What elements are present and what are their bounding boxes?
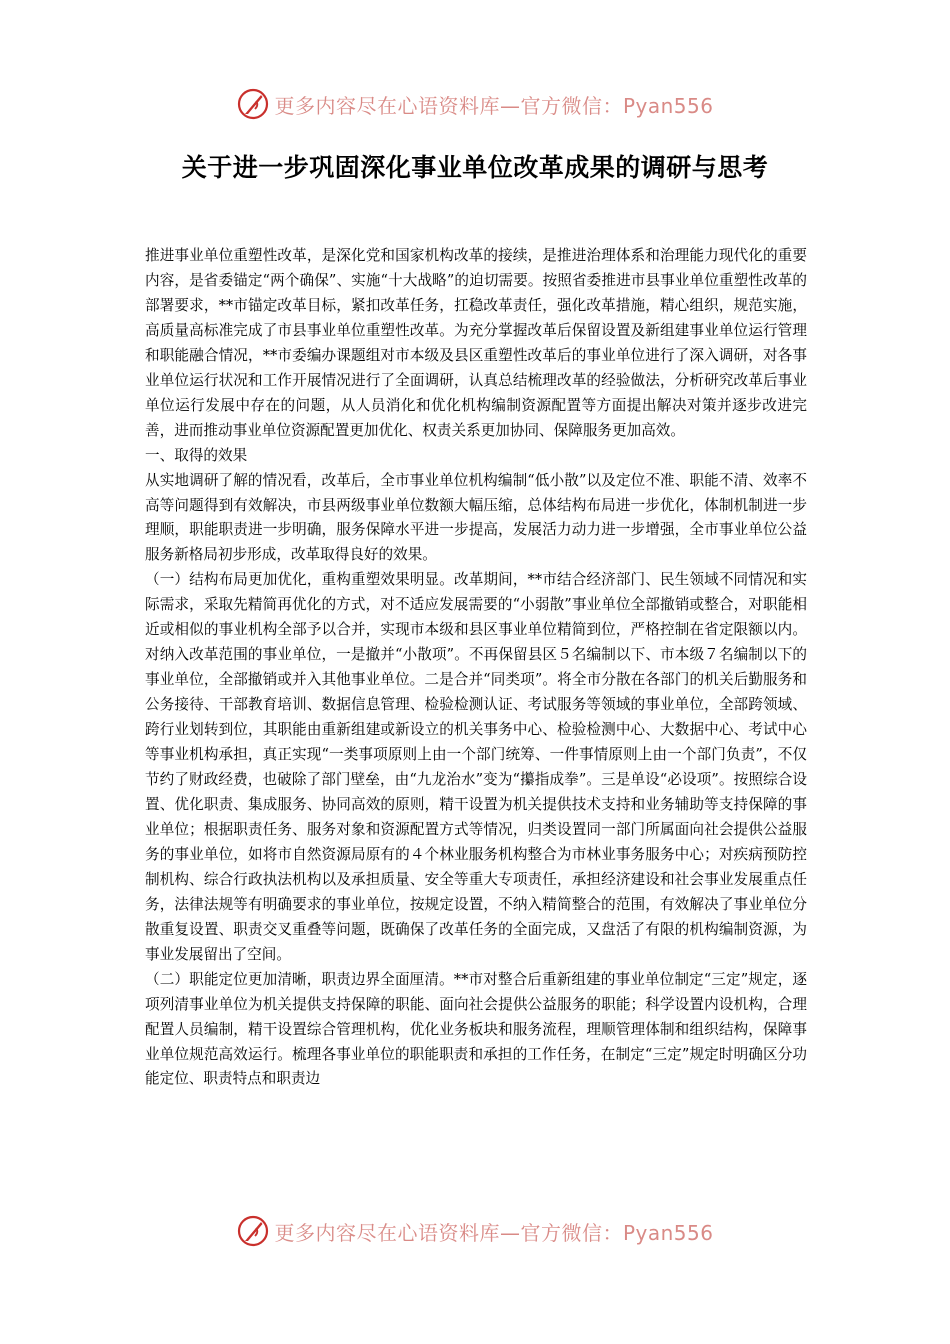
- quill-logo-icon: [236, 1214, 270, 1248]
- quill-logo-icon: [236, 87, 270, 121]
- document-body: [145, 244, 807, 1092]
- paragraph-results: 从实地调研了解的情况看，改革后，全市事业单位机构编制“低小散”以及定位不准、职能不清、效率不高等问题得到有效解决，市县两级事业单位数额大幅压缩，总体结构布局进一步优化，体制机制进一步理顺，职能职责进一步明确，服务保障水平进一步提高，发展活力动力进一步增强，全市事业单位公益服务新格局初步形成，改革取得良好的效果。: [145, 471, 807, 564]
- watermark-text: 更多内容尽在心语资料库—官方微信：Pyan556: [274, 93, 714, 118]
- watermark-top: [0, 84, 950, 124]
- watermark-text: 更多内容尽在心语资料库—官方微信：Pyan556: [274, 1220, 714, 1245]
- watermark-bottom: [0, 1211, 950, 1251]
- document-title: 关于进一步巩固深化事业单位改革成果的调研与思考: [181, 153, 769, 182]
- paragraph-intro: 推进事业单位重塑性改革，是深化党和国家机构改革的接续，是推进治理体系和治理能力现代化的重要内容，是省委锚定“两个确保”、实施“十大战略”的迫切需要。按照省委推进市县事业单位重塑性改革的部署要求，**市锚定改革目标，紧扣改革任务，扛稳改革责任，强化改革措施，精心组织，规范实施，高质量高标准完成了市县事业单位重塑性改革。为充分掌握改革后保留设置及新组建事业单位运行管理和职能融合情况，**市委编办课题组对市本级及县区重塑性改革后的事业单位进行了深入调研，对各事业单位运行状况和工作开展情况进行了全面调研，认真总结梳理改革的经验做法，分析研究改革后事业单位运行发展中存在的问题，从人员消化和优化机构编制资源配置等方面提出解决对策并逐步改进完善，进而推动事业单位资源配置更加优化、权责关系更加协同、保障服务更加高效。: [145, 247, 807, 439]
- paragraph-functions: （二）职能定位更加清晰，职责边界全面厘清。**市对整合后重新组建的事业单位制定“三定”规定，逐项列清事业单位为机关提供支持保障的职能、面向社会提供公益服务的职能；科学设置内设机构，合理配置人员编制，精干设置综合管理机构，优化业务板块和服务流程，理顺管理体制和组织结构，保障事业单位规范高效运行。梳理各事业单位的职能职责和承担的工作任务，在制定“三定”规定时明确区分功能定位、职责特点和职责边: [145, 970, 807, 1088]
- paragraph-structure: （一）结构布局更加优化，重构重塑效果明显。改革期间，**市结合经济部门、民生领域不同情况和实际需求，采取先精简再优化的方式，对不适应发展需要的“小弱散”事业单位全部撤销或整合，对职能相近或相似的事业机构全部予以合并，实现市本级和县区事业单位精简到位，严格控制在省定限额以内。对纳入改革范围的事业单位，一是撤并“小散项”。不再保留县区５名编制以下、市本级７名编制以下的事业单位，全部撤销或并入其他事业单位。二是合并“同类项”。将全市分散在各部门的机关后勤服务和公务接待、干部教育培训、数据信息管理、检验检测认证、考试服务等领域的事业单位，全部跨领域、跨行业划转到位，其职能由重新组建或新设立的机关事务中心、检验检测中心、大数据中心、考试中心等事业机构承担，真正实现“一类事项原则上由一个部门统筹、一件事情原则上由一个部门负责”，不仅节约了财政经费，也破除了部门壁垒，由“九龙治水”变为“攥指成拳”。三是单设“必设项”。按照综合设置、优化职责、集成服务、协同高效的原则，精干设置为机关提供技术支持和业务辅助等支持保障的事业单位；根据职责任务、服务对象和资源配置方式等情况，归类设置同一部门所属面向社会提供公益服务的事业单位，如将市自然资源局原有的４个林业服务机构整合为市林业事务服务中心；对疾病预防控制机构、综合行政执法机构以及承担质量、安全等重大专项责任，承担经济建设和社会事业发展重点任务，法律法规等有明确要求的事业单位，按规定设置，不纳入精简整合的范围，有效解决了事业单位分散重复设置、职责交叉重叠等问题，既确保了改革任务的全面完成，又盘活了有限的机构编制资源，为事业发展留出了空间。: [145, 571, 807, 963]
- section-heading-1: 一、取得的效果: [145, 446, 248, 464]
